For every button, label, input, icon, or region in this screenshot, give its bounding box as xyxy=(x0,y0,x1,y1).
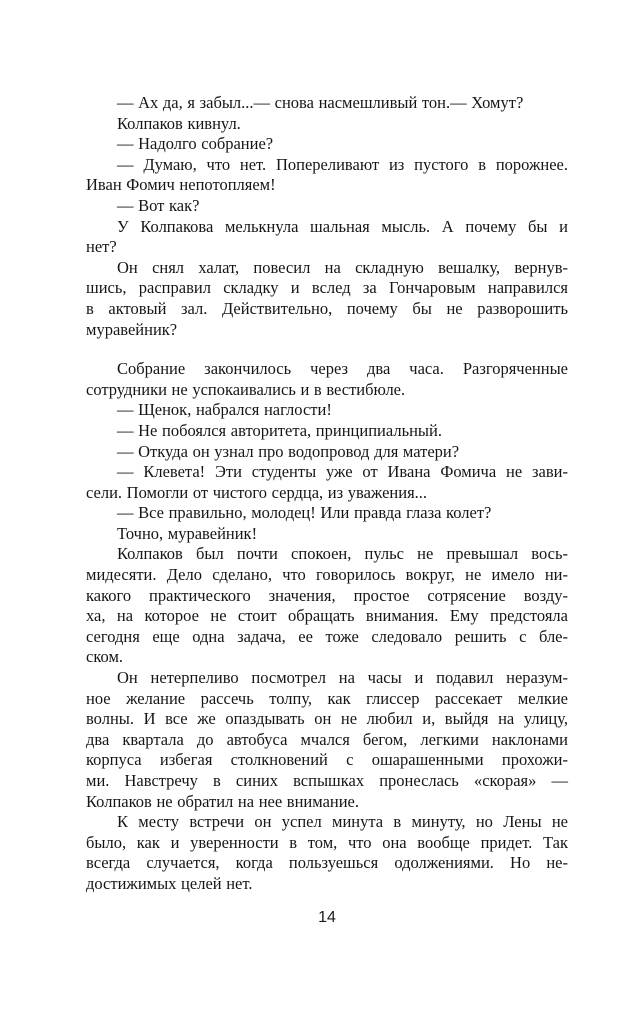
paragraph xyxy=(86,812,568,894)
paragraph xyxy=(86,462,568,503)
text-line: шись, расправил складку и вслед за Гончаровым направился xyxy=(86,278,568,298)
paragraph xyxy=(86,544,568,668)
paragraph xyxy=(86,400,568,421)
text-line: сотрудники не успокаивались и в вестибюле. xyxy=(86,379,406,399)
text-line: — Откуда он узнал про водопровод для матери? xyxy=(117,441,460,461)
text-line: ми. Навстречу в синих вспышках пронеслась «скорая» — xyxy=(86,771,568,790)
text-line: Колпаков кивнул. xyxy=(117,113,241,133)
text-line: было, как и уверенности в том, что она вообще придет. Так xyxy=(86,832,568,852)
text-line: Собрание закончилось через два часа. Разгоряченные xyxy=(117,359,568,379)
page-number: 14 xyxy=(318,908,336,926)
text-line: муравейник? xyxy=(86,319,178,339)
text-line: Он снял халат, повесил на складную вешалку, вернув- xyxy=(117,257,568,277)
paragraph xyxy=(86,217,568,258)
paragraph xyxy=(86,134,568,155)
paragraph xyxy=(86,258,568,340)
paragraph xyxy=(86,359,568,400)
text-line: У Колпакова мелькнула шальная мысль. А почему бы и xyxy=(117,216,568,236)
paragraph xyxy=(86,668,568,812)
paragraph xyxy=(86,196,568,217)
text-line: — Клевета! Эти студенты уже от Ивана Фомича не зави- xyxy=(117,462,568,482)
text-line: — Не побоялся авторитета, принципиальный. xyxy=(117,420,442,440)
text-line: Колпаков не обратил на нее внимание. xyxy=(86,791,360,811)
text-line: — Надолго собрание? xyxy=(117,134,274,154)
text-line: — Вот как? xyxy=(117,195,200,215)
paragraph xyxy=(86,93,568,114)
text-line: корпуса избегая столкновений с ошарашенными прохожи- xyxy=(86,750,568,770)
text-line: — Думаю, что нет. Попереливают из пустого в порожнее. xyxy=(117,154,568,174)
paragraph xyxy=(86,114,568,135)
text-line: волны. И все же опаздывать он не любил и, выйдя на улицу, xyxy=(86,709,568,729)
paragraph xyxy=(86,524,568,545)
text-line: всегда случается, когда пользуешься одолжениями. Но не- xyxy=(86,853,568,873)
paragraph xyxy=(86,442,568,463)
text-line: ха, на которое не стоит обращать внимания. Ему предстояла xyxy=(86,606,568,626)
text-line: нет? xyxy=(86,237,117,257)
text-line: мидесяти. Дело сделано, что говорилось вокруг, не имело ни- xyxy=(86,565,568,585)
paragraph xyxy=(86,155,568,196)
paragraph xyxy=(86,421,568,442)
text-line: — Все правильно, молодец! Или правда глаза колет? xyxy=(117,503,492,523)
text-line: сели. Помогли от чистого сердца, из уважения... xyxy=(86,482,428,502)
text-line: два квартала до автобуса мчался бегом, легкими наклонами xyxy=(86,729,568,749)
text-line: в актовый зал. Действительно, почему бы не разворошить xyxy=(86,298,568,318)
text-line: ском. xyxy=(86,647,124,667)
text-line: ное желание рассечь толпу, как глиссер рассекает мелкие xyxy=(86,688,568,708)
text-block xyxy=(86,93,568,928)
text-line: сегодня еще одна задача, ее тоже следовало решить с бле- xyxy=(86,626,568,646)
text-line: — Щенок, набрался наглости! xyxy=(117,400,332,420)
text-line: Он нетерпеливо посмотрел на часы и подавил неразум- xyxy=(117,668,568,688)
paragraph xyxy=(86,503,568,524)
text-line: К месту встречи он успел минута в минуту, но Лены не xyxy=(117,812,568,832)
text-line: Колпаков был почти спокоен, пульс не превышал вось- xyxy=(117,544,568,564)
text-line: достижимых целей нет. xyxy=(86,873,253,893)
text-line: Иван Фомич непотопляем! xyxy=(86,175,276,195)
text-line: Точно, муравейник! xyxy=(117,523,258,543)
text-line: какого практического значения, простое сотрясение возду- xyxy=(86,585,568,605)
text-line: — Ах да, я забыл...— снова насмешливый тон.— Хомут? xyxy=(117,93,524,112)
